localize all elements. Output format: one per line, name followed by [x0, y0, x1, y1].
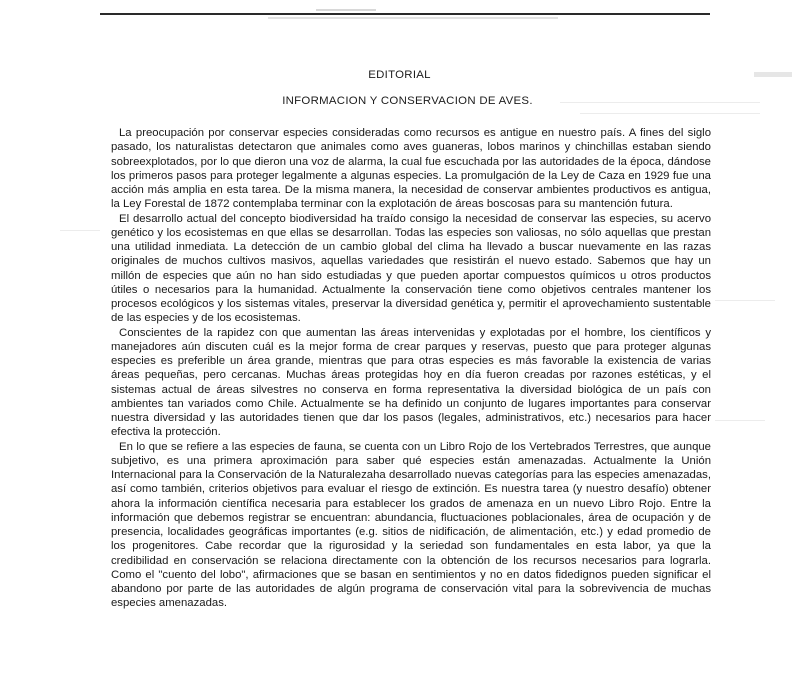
bleed-through-text — [316, 7, 376, 13]
section-heading: EDITORIAL — [368, 69, 431, 81]
paragraph: El desarrollo actual del concepto biodiversidad ha traído consigo la necesidad de conservar las especies, su acervo genético y los ecosistemas en que ellas se desarrollan. Todas las especies son valiosas, no sólo aquellas que prestan una utilidad inmediata. La detección de un cambio global del clima ha llevado a buscar nuevamente en las razas originales de muchos cultivos masivos, aquellas variedades que resistirán el nuevo estado. Sabemos que hay un millón de especies que aún no han sido estudiadas y que pueden aportar compuestos químicos u otros productos útiles o necesarios para la humanidad. Actualmente la conservación tiene como objetivos centrales mantener los procesos ecológicos y los sistemas vitales, preservar la diversidad genética y, permitir el aprovechamiento sustentable de las especies y de los ecosistemas. — [111, 212, 711, 325]
article-title: INFORMACION Y CONSERVACION DE AVES. — [282, 95, 533, 107]
paragraph: En lo que se refiere a las especies de fauna, se cuenta con un Libro Rojo de los Vertebrados Terrestres, que aunque subjetivo, es una primera aproximación para saber qué especies están amenazadas. Actualmente la Unión Internacional para la Conservación de la Naturalezaha desarrollado nuevas categorías para las especies amenazadas, así como también, criterios objetivos para evaluar el riesgo de extinción. Es nuestra tarea (y nuestro desafío) obtener ahora la información científica necesaria para establecer los grados de amenaza en un nuevo Libro Rojo. Entre la información que debemos registrar se encuentran: abundancia, fluctuaciones poblacionales, área de ocupación y de presencia, localidades geográficas importantes (e.g. sitios de nidificación, de alimentación, etc.) y edad promedio de los progenitores. Cabe recordar que la rigurosidad y la seriedad son fundamentales en esta labor, ya que la credibilidad en conservación se relaciona directamente con la obtención de los recursos necesarios para lograrla. Como el "cuento del lobo", afirmaciones que se basan en sentimientos y no en datos fidedignos pueden significar el abandono por parte de las autoridades de algún programa de conservación vital para la sobrevivencia de muchas especies amenazadas. — [111, 440, 711, 610]
bleed-through-line — [580, 113, 760, 114]
header-rule — [100, 13, 710, 15]
bleed-through-text — [268, 16, 558, 21]
article-body — [111, 126, 711, 611]
bleed-through-line — [60, 230, 100, 231]
bleed-through-line — [715, 420, 765, 421]
paragraph: Conscientes de la rapidez con que aumentan las áreas intervenidas y explotadas por el hombre, los científicos y manejadores aún discuten cuál es la mejor forma de crear parques y reservas, puesto que para proteger algunas especies es preferible un área grande, mientras que para otras especies es más favorable la existencia de varias áreas pequeñas, pero cercanas. Muchas áreas protegidas hoy en día fueron creadas por razones estéticas, y el sistemas actual de áreas silvestres no conserva en forma representativa la diversidad biológica de un país con ambientes tan variados como Chile. Actualmente se ha definido un conjunto de lugares importantes para conservar nuestra diversidad y las autoridades tienen que dar los pasos (legales, administrativos, etc.) necesarios para hacer efectiva la protección. — [111, 326, 711, 439]
paragraph: La preocupación por conservar especies consideradas como recursos es antigue en nuestro país. A fines del siglo pasado, los naturalistas detectaron que animales como aves guaneras, lobos marinos y chinchillas estaban siendo sobreexplotados, por lo que dieron una voz de alarma, la cual fue escuchada por las autoridades de la época, dándose los primeros pasos para proteger legalmente a algunas especies. La promulgación de la Ley de Caza en 1929 fue una acción más amplia en esta tarea. De la misma manera, la necesidad de conservar ambientes productivos es antigua, la Ley Forestal de 1872 contemplaba terminar con la explotación de áreas boscosas para su mantención futura. — [111, 127, 711, 211]
bleed-through-line — [715, 300, 775, 301]
